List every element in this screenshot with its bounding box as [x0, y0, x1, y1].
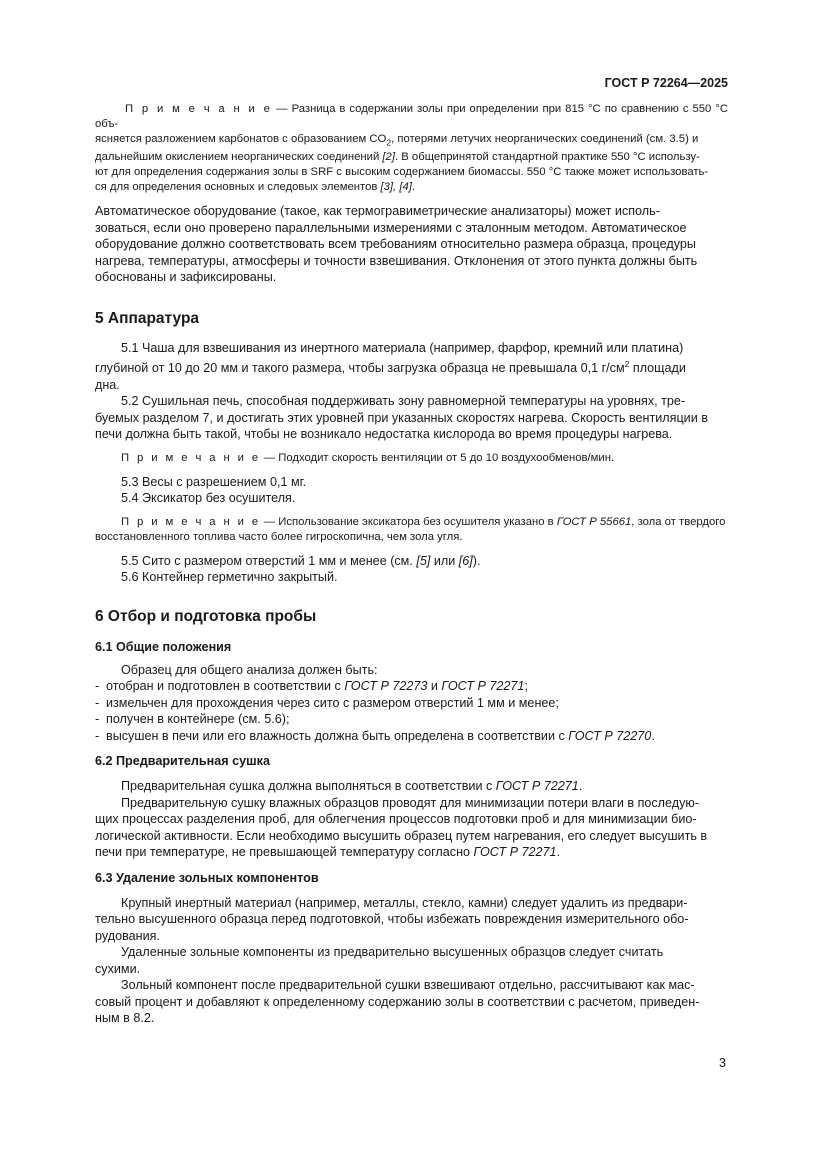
ash-removal-para-3: Зольный компонент после предварительной сушки взвешивают отдельно, рассчитывают как мас- совый процент и добавляют к определенному содержанию золы в соответствии с расчетом, приведен- ным в 8.2. [95, 978, 700, 1026]
subsection-title-6-3: 6.3 Удаление зольных компонентов [95, 870, 319, 885]
reference: [2] [382, 151, 395, 164]
list-item: - получен в контейнере (см. 5.6); [95, 712, 290, 727]
reference: ГОСТ Р 72271 [473, 845, 557, 860]
predrying-para-2: Предварительную сушку влажных образцов проводят для минимизации потери влаги в последую- щих процессах разделения проб, для облегчения процессов подготовки проб и для минимизации био- логической активности. Если необходимо высушить образец путем нагревания, его следует высушить в печи при температуре, не превышающей температуру согласно ГОСТ Р 72271. [95, 795, 708, 860]
list-item: - измельчен для прохождения через сито с размером отверстий 1 мм и менее; [95, 695, 559, 710]
reference: ГОСТ Р 55661 [556, 515, 632, 528]
list-item: - высушен в печи или его влажность должна быть определена в соответствии с ГОСТ Р 72270. [95, 728, 655, 743]
note-label: П р и м е ч а н и е [121, 451, 261, 464]
note-desiccator: П р и м е ч а н и е — Использование эксикатора без осушителя указано в ГОСТ Р 55661, зола от твердого восстановленного топлива часто более гигроскопична, чем зола угля. [95, 515, 726, 543]
subsection-title-6-1: 6.1 Общие положения [95, 639, 232, 654]
note-ventilation: П р и м е ч а н и е — Подходит скорость вентиляции от 5 до 10 воздухообменов/мин. [121, 451, 615, 464]
subsection-title-6-2: 6.2 Предварительная сушка [95, 754, 270, 769]
reference: [3], [4] [380, 181, 412, 194]
ash-removal-para-2: Удаленные зольные компоненты из предварительно высушенных образцов следует считать сухими. [95, 945, 664, 976]
note-label: П р и м е ч а н и е [121, 515, 261, 528]
list-item: - отобран и подготовлен в соответствии с ГОСТ Р 72273 и ГОСТ Р 72271; [95, 679, 528, 694]
document-code: ГОСТ Р 72264—2025 [604, 76, 728, 90]
note-ash-difference: П р и м е ч а н и е — Разница в содержании золы при определении при 815 °C по сравнению с 550 °C объ- ясняется разложением карбонатов с образованием $CO_2$, потерями летучих неорганических соединений (см. 3.5) и дальнейшим окислением неорганических соединений [2]. В общепринятой стандартной практике 550 °C использу- ют для определения содержания золы в SRF с высоким содержанием биомассы. 550 °C также может использовать- ся для определения основных и следовых элементов [3], [4]. [95, 103, 728, 194]
reference: ГОСТ Р 72273 [344, 679, 428, 694]
clause-5-1: 5.1 Чаша для взвешивания из инертного материала (например, фарфор, кремний или платина) глубиной от 10 до 20 мм и такого размера, чтобы загрузка образца не превышала 0,1 $г/см^2$ площади дна. [95, 340, 686, 392]
reference: [5] [416, 553, 431, 568]
reference: ГОСТ Р 72270 [568, 728, 652, 743]
clause-5-6: 5.6 Контейнер герметично закрытый. [121, 570, 338, 585]
section-title-5: 5 Аппаратура [95, 309, 200, 327]
clause-5-3: 5.3 Весы с разрешением 0,1 мг. [121, 474, 307, 489]
reference: ГОСТ Р 72271 [495, 779, 579, 794]
clause-5-2: 5.2 Сушильная печь, способная поддерживать зону равномерной температуры на уровнях, тре- буемых разделом 7, и достигать этих уровней при указанных скоростях нагрева. Скорость вентиляции в печи должна быть такой, чтобы не возникало недостатка кислорода во время процедуры нагрева. [95, 394, 708, 442]
paragraph-automatic-equipment: Автоматическое оборудование (такое, как термогравиметрические анализаторы) может исполь- зоваться, если оно проверено параллельными измерениями с эталонным методом. Автоматическое оборудование должно соответствовать всем требованиям относительно размера образца, процедуры нагрева, температуры, атмосферы и точности взвешивания. Отклонения от этого пункта должны быть обоснованы и зафиксированы. [95, 204, 698, 285]
page-number: 3 [719, 1056, 726, 1070]
reference: [6] [458, 553, 473, 568]
clause-5-5: 5.5 Сито с размером отверстий 1 мм и менее (см. [5] или [6]). [121, 553, 481, 568]
predrying-para-1: Предварительная сушка должна выполняться в соответствии с ГОСТ Р 72271. [121, 779, 583, 794]
clause-5-4: 5.4 Эксикатор без осушителя. [121, 491, 296, 506]
reference: ГОСТ Р 72271 [441, 679, 525, 694]
general-intro: Образец для общего анализа должен быть: [121, 662, 378, 677]
ash-removal-para-1: Крупный инертный материал (например, металлы, стекло, камни) следует удалить из предвари- тельно высушенного образца перед подготовкой, чтобы избежать повреждения измерительного обо- рудования. [95, 895, 689, 943]
page-content [95, 102, 728, 1027]
note-label: П р и м е ч а н и е [125, 103, 273, 115]
section-title-6: 6 Отбор и подготовка пробы [95, 607, 317, 625]
